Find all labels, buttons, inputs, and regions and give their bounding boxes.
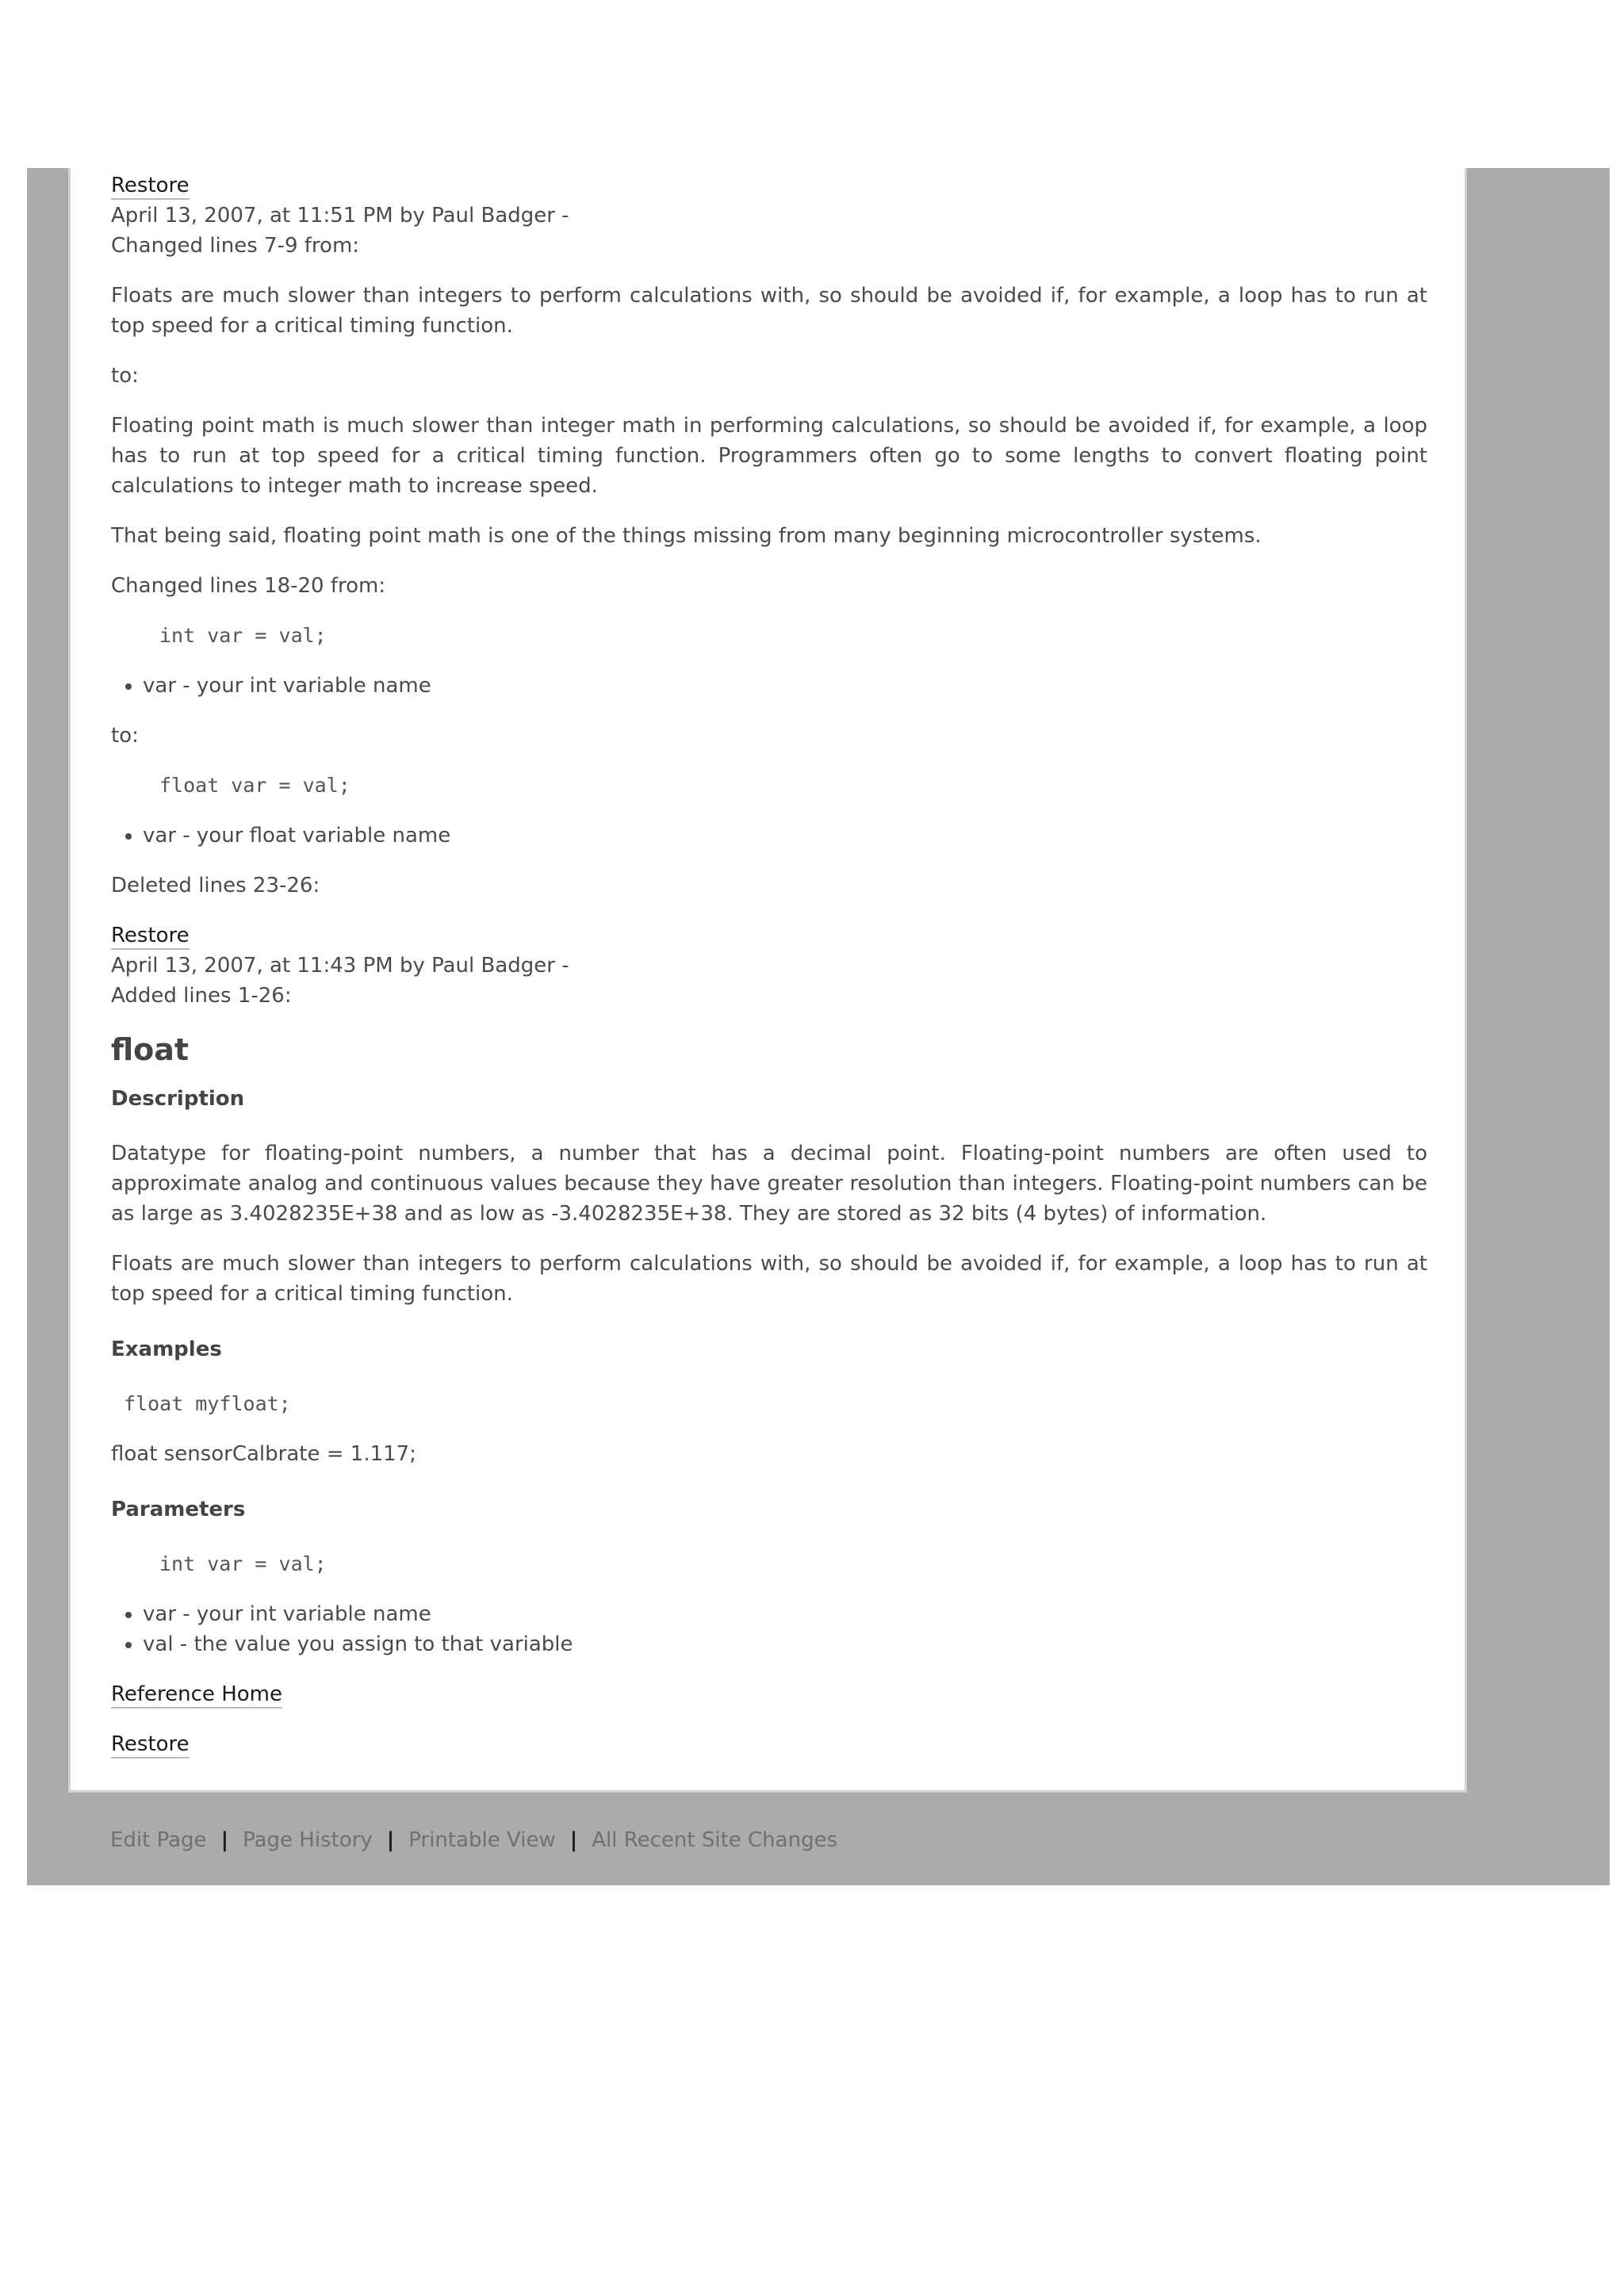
printable-view-link[interactable]: Printable View (408, 1828, 556, 1852)
change-summary: Added lines 1-26: (111, 984, 292, 1008)
example-text: float sensorCalbrate = 1.117; (111, 1442, 416, 1466)
bullet-list-to (111, 821, 1427, 851)
parameters-list (111, 1599, 1427, 1659)
list-item: • val - the value you assign to that variable (143, 1629, 1427, 1659)
examples-heading: Examples (111, 1337, 222, 1361)
reference-home-link[interactable]: Reference Home (111, 1682, 282, 1709)
parameters-heading: Parameters (111, 1498, 246, 1521)
footer-separator: | (386, 1828, 395, 1852)
change-summary-2: Changed lines 18-20 from: (111, 574, 386, 598)
list-item: • var - your int variable name (143, 671, 1427, 701)
recent-changes-link[interactable]: All Recent Site Changes (592, 1828, 838, 1852)
bullet-list-from (111, 671, 1427, 701)
diff-to-text-2: That being said, floating point math is one of the things missing from many beginning microcontroller systems. (111, 524, 1262, 548)
restore-link[interactable]: Restore (111, 923, 190, 950)
footer-separator: | (569, 1828, 578, 1852)
parameters-code: int var = val; (159, 1552, 327, 1575)
footer-links (110, 1825, 837, 1855)
diff-from-text: Floats are much slower than integers to perform calculations with, so should be avoided if, for example, a loop has to run at top speed for a critical timing function. (111, 284, 1427, 338)
list-item: • var - your float variable name (143, 821, 1427, 851)
revision-meta: April 13, 2007, at 11:43 PM by Paul Badger - (111, 954, 569, 978)
diff-to-label: to: (111, 364, 139, 388)
edit-page-link[interactable]: Edit Page (110, 1828, 207, 1852)
code-to: float var = val; (159, 774, 350, 797)
restore-link[interactable]: Restore (111, 1732, 190, 1758)
description-text-2: Floats are much slower than integers to perform calculations with, so should be avoided if, for example, a loop has to run at top speed for a critical timing function. (111, 1252, 1427, 1306)
restore-link[interactable]: Restore (111, 173, 190, 200)
diff-to-label: to: (111, 724, 139, 748)
diff-to-text: Floating point math is much slower than integer math in performing calculations, so should be avoided if, for example, a loop has to run at top speed for a critical timing function. Programmers often go to some lengths to convert floating point calculations to integer math to increase speed. (111, 414, 1427, 498)
footer-separator: | (220, 1828, 229, 1852)
content-panel (68, 168, 1467, 1793)
code-from: int var = val; (159, 624, 327, 647)
page-frame (27, 168, 1610, 1885)
history-content (111, 168, 1427, 1759)
deleted-summary: Deleted lines 23-26: (111, 874, 320, 897)
description-text: Datatype for floating-point numbers, a number that has a decimal point. Floating-point numbers are often used to approximate analog and continuous values because they have greater resolution than integers. Floating-point numbers can be as large as 3.4028235E+38 and as low as -3.4028235E+38. They are stored as 32 bits (4 bytes) of information. (111, 1142, 1427, 1226)
revision-meta: April 13, 2007, at 11:51 PM by Paul Badger - (111, 204, 569, 228)
page-title: float (111, 1032, 190, 1067)
change-summary: Changed lines 7-9 from: (111, 234, 360, 258)
example-code: float myfloat; (124, 1392, 291, 1415)
page-history-link[interactable]: Page History (243, 1828, 373, 1852)
list-item: • var - your int variable name (143, 1599, 1427, 1629)
description-heading: Description (111, 1087, 245, 1111)
